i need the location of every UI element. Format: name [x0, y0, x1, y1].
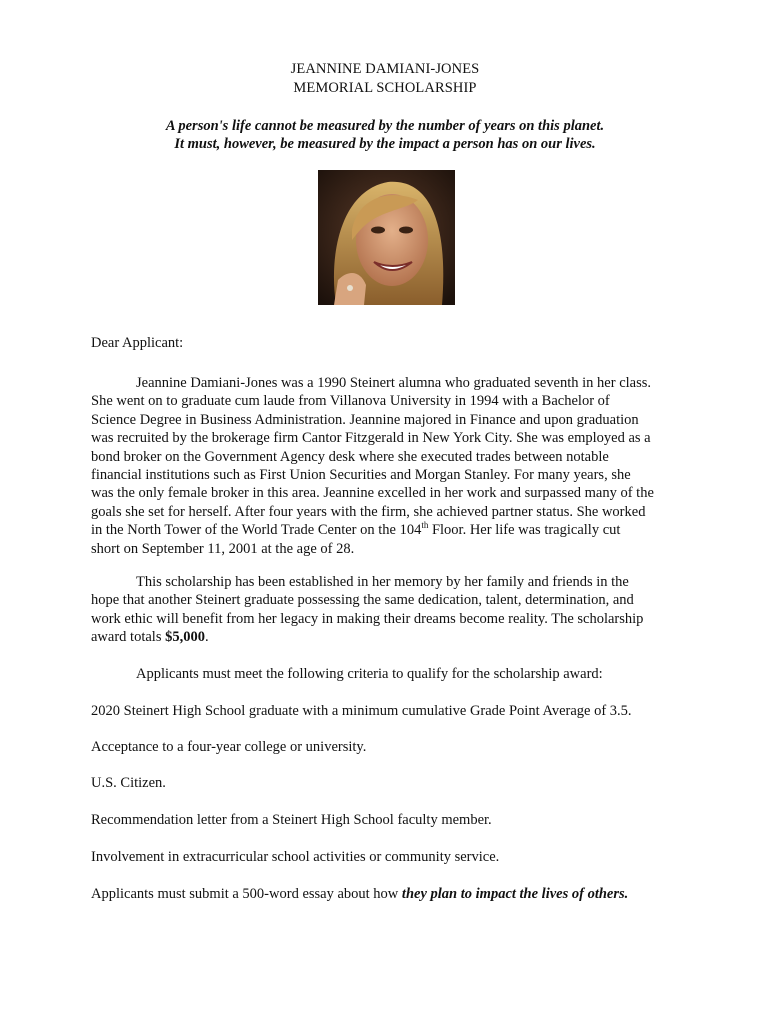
- bio-line: bond broker on the Government Agency desk where she executed trades between notable: [91, 448, 609, 465]
- quote-line2: It must, however, be measured by the impact a person has on our lives.: [174, 136, 596, 152]
- bio-line: Jeannine Damiani-Jones was a 1990 Steinert alumna who graduated seventh in her class.: [136, 375, 652, 391]
- scholarship-line: award totals $5,000.: [91, 629, 209, 646]
- paragraph-biography: [91, 374, 683, 558]
- scholarship-line: hope that another Steinert graduate possessing the same dedication, talent, determination, and: [91, 592, 634, 609]
- bio-line: She went on to graduate cum laude from Villanova University in 1994 with a Bachelor of: [91, 393, 610, 410]
- portrait-image: [318, 170, 455, 305]
- criterion-acceptance: Acceptance to a four-year college or university.: [91, 739, 367, 755]
- bio-line: was the only female broker in this area. Jeannine excelled in her work and surpassed many of the: [91, 485, 654, 502]
- quote-line1: A person's life cannot be measured by the number of years on this planet.: [165, 118, 605, 134]
- criterion-citizenship: U.S. Citizen.: [91, 775, 166, 791]
- bio-line: financial institutions such as First Union Securities and Morgan Stanley. For many years, she: [91, 467, 631, 484]
- bio-line: in the North Tower of the World Trade Center on the 104th Floor. Her life was tragically cut: [91, 520, 621, 539]
- award-amount: $5,000: [165, 629, 205, 646]
- bio-line: goals she set for herself. After four years with the firm, she achieved partner status. She worked: [91, 503, 646, 520]
- criterion-gpa: 2020 Steinert High School graduate with a minimum cumulative Grade Point Average of 3.5.: [91, 703, 632, 719]
- criterion-essay: Applicants must submit a 500-word essay about how they plan to impact the lives of others.: [91, 886, 629, 902]
- scholarship-line: This scholarship has been established in her memory by her family and friends in the: [136, 574, 629, 590]
- scholarship-title-line2: MEMORIAL SCHOLARSHIP: [293, 80, 477, 96]
- salutation: Dear Applicant:: [91, 335, 184, 351]
- criterion-recommendation: Recommendation letter from a Steinert High School faculty member.: [91, 812, 492, 828]
- memorial-photo: [318, 170, 455, 305]
- scholarship-line: work ethic will benefit from her legacy in making their dreams become reality. The scholarship: [91, 610, 644, 627]
- bio-line: short on September 11, 2001 at the age of 28.: [91, 540, 355, 557]
- criterion-involvement: Involvement in extracurricular school activities or community service.: [91, 849, 500, 865]
- bio-line: Science Degree in Business Administration. Jeannine majored in Finance and upon graduation: [91, 411, 639, 428]
- essay-emphasis: they plan to impact the lives of others.: [401, 886, 629, 902]
- paragraph-scholarship: [91, 573, 683, 647]
- scholarship-title-line1: JEANNINE DAMIANI-JONES: [290, 61, 480, 77]
- bio-line: was recruited by the brokerage firm Cantor Fitzgerald in New York City. She was employed as a: [91, 430, 651, 447]
- paragraph-criteria-intro: Applicants must meet the following criteria to qualify for the scholarship award:: [136, 666, 603, 682]
